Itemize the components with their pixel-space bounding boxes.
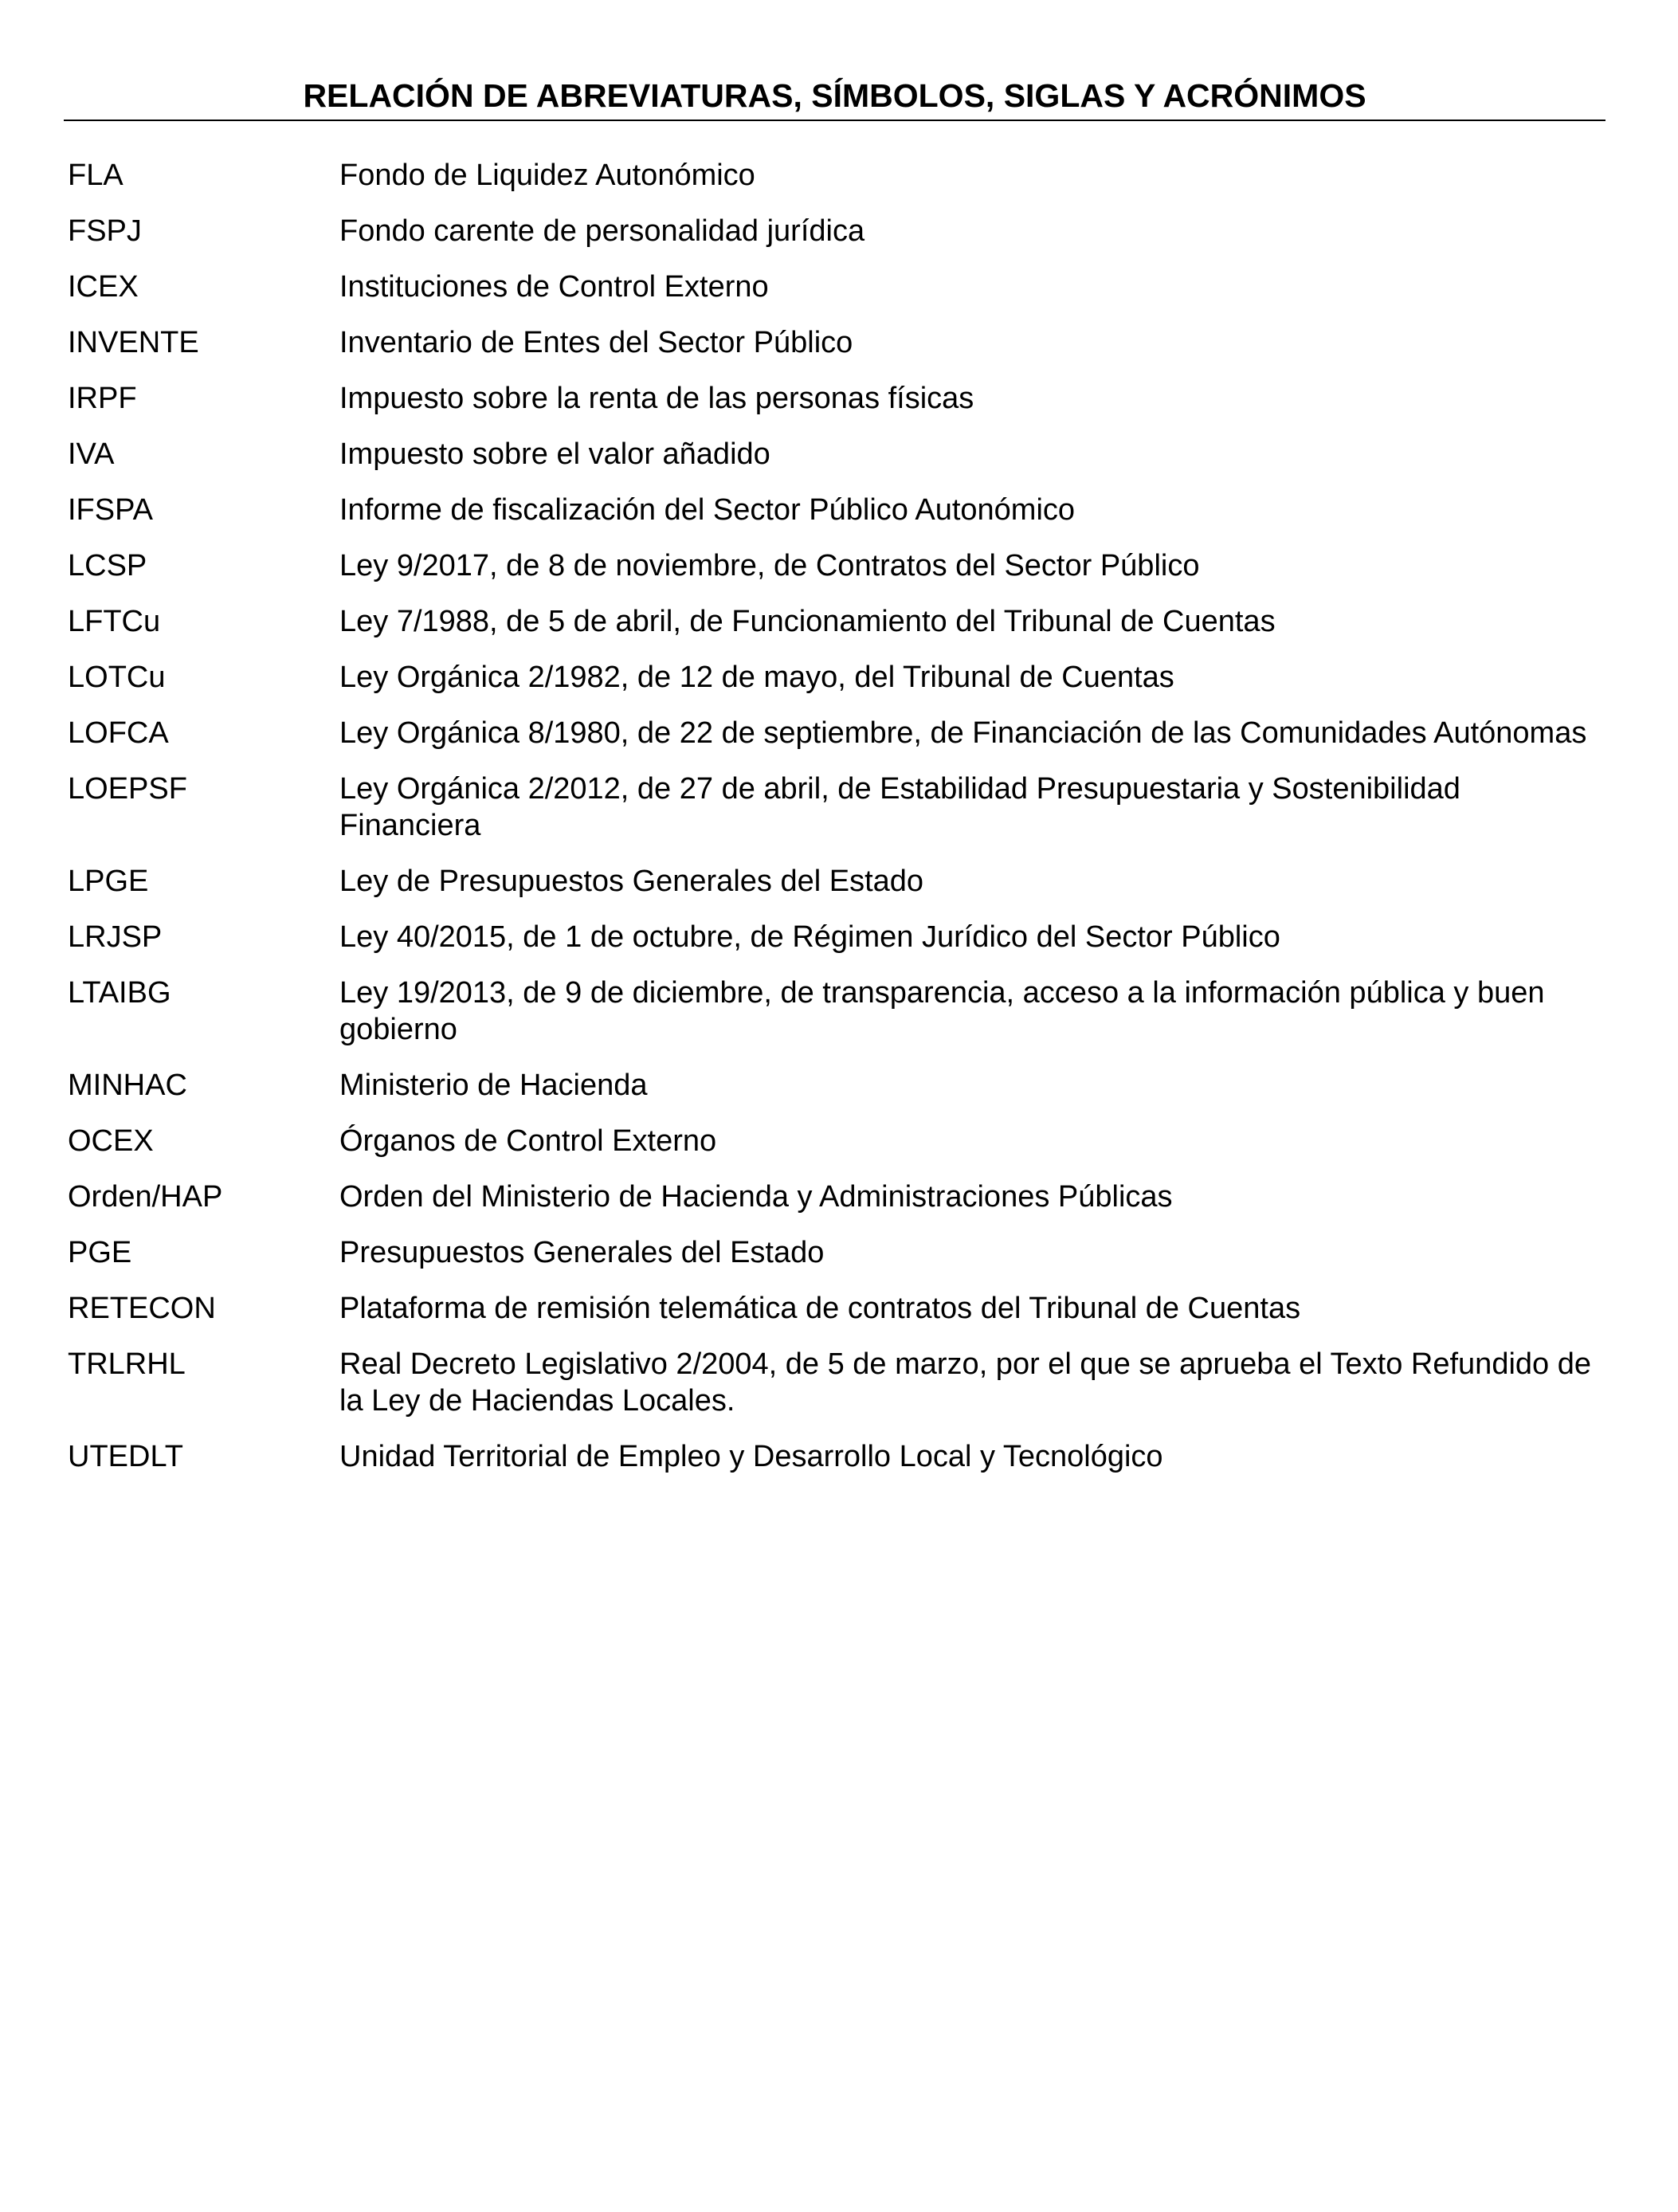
abbreviation-definition: Orden del Ministerio de Hacienda y Administraciones Públicas [339,1180,1173,1214]
title-divider [64,120,1605,121]
abbreviation-definition: Inventario de Entes del Sector Público [339,326,853,359]
abbreviation-definition: Ley Orgánica 8/1980, de 22 de septiembre, de Financiación de las Comunidades Autónomas [339,716,1587,750]
list-item [68,603,1605,640]
list-item [68,975,1605,1048]
abbreviation-term: LRJSP [68,920,163,954]
abbreviation-term: TRLRHL [68,1347,186,1381]
page-title: RELACIÓN DE ABREVIATURAS, SÍMBOLOS, SIGLAS Y ACRÓNIMOS [303,77,1366,114]
abbreviation-definition: Presupuestos Generales del Estado [339,1236,825,1269]
abbreviation-term: LCSP [68,549,147,582]
abbreviation-term: Orden/HAP [68,1180,223,1214]
abbreviation-term: IVA [68,437,115,471]
list-item [68,324,1605,361]
abbreviation-term: PGE [68,1236,132,1269]
list-item [68,157,1605,194]
list-item [68,659,1605,696]
abbreviation-definition: Instituciones de Control Externo [339,270,769,304]
list-item [68,1290,1605,1327]
abbreviation-term: FLA [68,159,123,192]
list-item [68,213,1605,249]
abbreviation-definition: Unidad Territorial de Empleo y Desarrollo Local y Tecnológico [339,1440,1163,1473]
abbreviation-definition: Ley de Presupuestos Generales del Estado [339,865,924,898]
abbreviation-definition: Plataforma de remisión telemática de contratos del Tribunal de Cuentas [339,1292,1301,1325]
abbreviation-definition: Ley 19/2013, de 9 de diciembre, de transparencia, acceso a la información pública y buen gobierno [339,976,1545,1046]
list-item [68,1438,1605,1475]
list-item [68,1234,1605,1271]
abbreviation-definition: Ministerio de Hacienda [339,1069,648,1102]
abbreviation-definition: Impuesto sobre el valor añadido [339,437,770,471]
list-item [68,715,1605,751]
abbreviation-term: IRPF [68,382,137,415]
list-item [68,771,1605,844]
abbreviation-definition: Órganos de Control Externo [339,1124,717,1158]
abbreviation-term: MINHAC [68,1069,187,1102]
list-item [68,492,1605,528]
list-item [68,1123,1605,1159]
abbreviation-term: LOFCA [68,716,169,750]
abbreviation-term: LTAIBG [68,976,171,1010]
abbreviation-definition: Real Decreto Legislativo 2/2004, de 5 de marzo, por el que se aprueba el Texto Refundido de la Ley de Haciendas Locales. [339,1347,1591,1418]
list-item [68,1067,1605,1104]
abbreviation-term: UTEDLT [68,1440,183,1473]
abbreviation-list [68,157,1605,1494]
abbreviation-definition: Fondo de Liquidez Autonómico [339,159,755,192]
abbreviation-term: IFSPA [68,493,153,527]
list-item [68,269,1605,305]
list-item [68,919,1605,955]
list-item [68,1179,1605,1215]
abbreviation-term: INVENTE [68,326,199,359]
abbreviation-term: OCEX [68,1124,154,1158]
abbreviation-term: LPGE [68,865,149,898]
abbreviation-definition: Informe de fiscalización del Sector Público Autonómico [339,493,1076,527]
list-item [68,863,1605,900]
abbreviation-definition: Ley Orgánica 2/2012, de 27 de abril, de Estabilidad Presupuestaria y Sostenibilidad Financiera [339,772,1460,842]
abbreviation-definition: Impuesto sobre la renta de las personas físicas [339,382,974,415]
abbreviation-term: LOEPSF [68,772,187,806]
list-item [68,547,1605,584]
abbreviation-term: ICEX [68,270,139,304]
abbreviation-definition: Ley 40/2015, de 1 de octubre, de Régimen Jurídico del Sector Público [339,920,1280,954]
abbreviation-definition: Ley Orgánica 2/1982, de 12 de mayo, del Tribunal de Cuentas [339,661,1174,694]
abbreviation-definition: Fondo carente de personalidad jurídica [339,214,865,248]
abbreviation-definition: Ley 7/1988, de 5 de abril, de Funcionamiento del Tribunal de Cuentas [339,605,1276,638]
abbreviation-term: RETECON [68,1292,216,1325]
list-item [68,380,1605,417]
list-item [68,1346,1605,1419]
list-item [68,436,1605,473]
abbreviation-term: LOTCu [68,661,166,694]
abbreviation-term: LFTCu [68,605,161,638]
abbreviation-term: FSPJ [68,214,142,248]
abbreviation-definition: Ley 9/2017, de 8 de noviembre, de Contratos del Sector Público [339,549,1200,582]
